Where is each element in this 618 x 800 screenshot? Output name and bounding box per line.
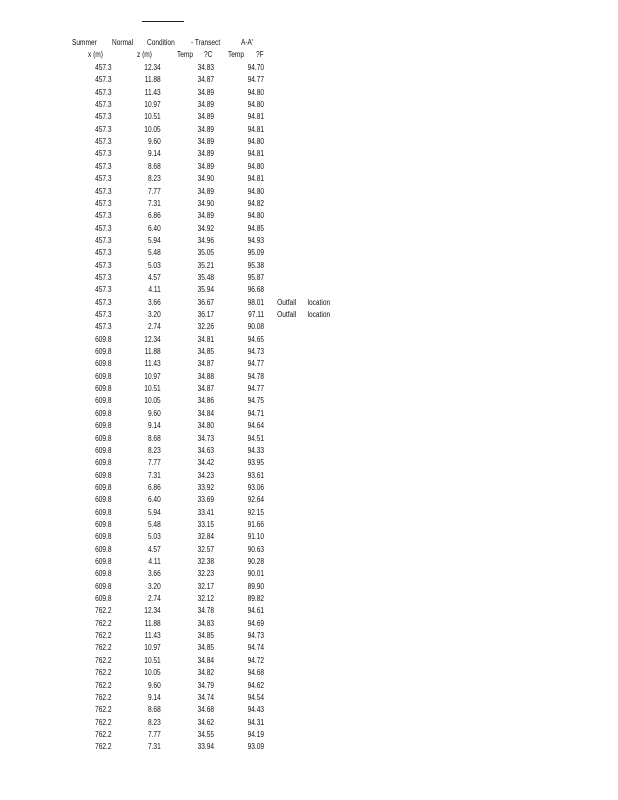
- cell-temp-c: 34.96: [197, 235, 215, 245]
- cell-temp-f: 93.95: [247, 458, 265, 468]
- cell-temp-f: 94.31: [247, 717, 265, 727]
- cell-x: 609.8: [95, 470, 112, 480]
- cell-temp-f: 90.28: [247, 557, 265, 566]
- table-row: [0, 642, 507, 654]
- table-row: [0, 605, 507, 617]
- table-row: [0, 581, 507, 593]
- cell-x: 457.3: [95, 260, 112, 270]
- cell-z: 7.31: [147, 470, 161, 480]
- cell-temp-c: 34.89: [197, 161, 215, 171]
- cell-temp-f: 91.66: [247, 519, 265, 529]
- cell-z: 9.60: [147, 137, 161, 147]
- cell-z: 2.74: [147, 594, 161, 604]
- cell-temp-c: 34.79: [197, 680, 215, 690]
- cell-temp-f: 90.63: [247, 544, 265, 554]
- cell-z: 10.05: [144, 396, 161, 406]
- cell-x: 762.2: [95, 742, 112, 752]
- cell-temp-c: 33.92: [197, 482, 215, 492]
- cell-x: 609.8: [95, 384, 112, 394]
- cell-x: 762.2: [95, 643, 112, 653]
- cell-temp-f: 90.08: [247, 322, 265, 332]
- cell-x: 609.8: [95, 371, 112, 381]
- cell-temp-c: 32.12: [197, 594, 215, 604]
- top-rule: [142, 21, 184, 22]
- table-row: [0, 408, 507, 420]
- cell-temp-c: 34.68: [197, 705, 215, 715]
- cell-z: 10.05: [144, 668, 161, 678]
- cell-temp-c: 34.89: [197, 149, 215, 159]
- cell-x: 609.8: [95, 421, 112, 431]
- cell-x: 609.8: [95, 557, 112, 566]
- cell-x: 457.3: [95, 112, 112, 122]
- header-transect: - Transect: [191, 38, 221, 47]
- table-row: [0, 210, 507, 222]
- table-row: [0, 173, 507, 185]
- cell-temp-c: 35.05: [197, 248, 215, 258]
- table-row: [0, 655, 507, 667]
- table-row: [0, 111, 507, 123]
- table-row: [0, 235, 507, 247]
- cell-x: 609.8: [95, 482, 112, 492]
- cell-note-2: location: [307, 310, 331, 319]
- table-row: [0, 124, 507, 136]
- cell-z: 4.57: [147, 272, 161, 282]
- cell-z: 12.34: [144, 606, 161, 616]
- cell-temp-c: 33.69: [197, 495, 215, 505]
- cell-temp-f: 90.01: [247, 569, 265, 579]
- cell-x: 457.3: [95, 285, 112, 295]
- cell-z: 9.14: [147, 149, 161, 159]
- cell-z: 10.97: [144, 643, 161, 653]
- cell-z: 3.20: [147, 310, 161, 319]
- cell-temp-f: 94.70: [247, 63, 265, 72]
- cell-temp-f: 93.06: [247, 482, 265, 492]
- cell-z: 9.60: [147, 408, 161, 418]
- cell-temp-f: 94.77: [247, 384, 265, 394]
- cell-x: 762.2: [95, 668, 112, 678]
- cell-temp-f: 94.80: [247, 87, 265, 97]
- cell-x: 609.8: [95, 544, 112, 554]
- cell-x: 609.8: [95, 532, 112, 542]
- header-z-m: z (m): [137, 50, 152, 59]
- cell-z: 11.43: [144, 631, 161, 641]
- cell-temp-c: 34.90: [197, 174, 215, 184]
- cell-temp-c: 34.81: [197, 334, 215, 344]
- cell-temp-f: 94.64: [247, 421, 265, 431]
- cell-temp-c: 34.85: [197, 347, 215, 357]
- cell-note: Outfall: [277, 310, 297, 319]
- cell-z: 11.43: [144, 359, 161, 369]
- cell-temp-f: 93.09: [247, 742, 265, 752]
- header-x-m: x (m): [88, 50, 103, 59]
- cell-x: 762.2: [95, 655, 112, 665]
- cell-temp-c: 34.85: [197, 643, 215, 653]
- cell-temp-f: 94.71: [247, 408, 265, 418]
- table-row: [0, 568, 507, 580]
- cell-temp-c: 35.48: [197, 272, 215, 282]
- header-transect-id: A-A': [241, 38, 254, 47]
- cell-temp-f: 94.81: [247, 149, 265, 159]
- cell-temp-f: 94.85: [247, 223, 265, 233]
- table-row: [0, 321, 507, 333]
- cell-temp-f: 94.77: [247, 75, 265, 85]
- cell-z: 6.86: [147, 482, 161, 492]
- cell-x: 457.3: [95, 124, 112, 134]
- cell-x: 457.3: [95, 322, 112, 332]
- cell-temp-c: 33.41: [197, 507, 215, 517]
- cell-z: 8.23: [147, 174, 161, 184]
- cell-z: 3.66: [147, 569, 161, 579]
- header-summer: Summer: [72, 38, 97, 47]
- table-row: [0, 420, 507, 432]
- cell-x: 609.8: [95, 569, 112, 579]
- cell-x: 457.3: [95, 297, 112, 307]
- cell-z: 10.97: [144, 100, 161, 110]
- cell-temp-f: 94.75: [247, 396, 265, 406]
- cell-z: 10.05: [144, 124, 161, 134]
- cell-z: 4.57: [147, 544, 161, 554]
- cell-note: Outfall: [277, 297, 297, 307]
- cell-temp-c: 32.57: [197, 544, 215, 554]
- table-row: [0, 519, 507, 531]
- cell-x: 609.8: [95, 581, 112, 591]
- cell-temp-f: 94.33: [247, 445, 265, 455]
- cell-z: 11.88: [144, 618, 161, 628]
- cell-z: 7.31: [147, 198, 161, 208]
- cell-temp-f: 94.80: [247, 137, 265, 147]
- table-row: [0, 383, 507, 395]
- cell-temp-f: 94.43: [247, 705, 265, 715]
- cell-temp-f: 92.15: [247, 507, 265, 517]
- cell-temp-c: 34.89: [197, 211, 215, 221]
- cell-temp-f: 97.11: [248, 310, 265, 319]
- cell-temp-f: 94.51: [247, 433, 265, 443]
- cell-x: 762.2: [95, 680, 112, 690]
- cell-z: 7.77: [147, 458, 161, 468]
- cell-temp-f: 94.93: [247, 235, 265, 245]
- table-row: [0, 62, 507, 74]
- cell-z: 7.31: [147, 742, 161, 752]
- cell-z: 4.11: [148, 557, 161, 566]
- cell-x: 609.8: [95, 519, 112, 529]
- table-row: [0, 741, 507, 753]
- cell-temp-c: 34.23: [197, 470, 215, 480]
- cell-temp-c: 32.26: [197, 322, 215, 332]
- cell-temp-f: 95.09: [247, 248, 265, 258]
- cell-z: 3.20: [147, 581, 161, 591]
- table-row: [0, 630, 507, 642]
- cell-temp-c: 34.55: [197, 729, 215, 739]
- table-row: [0, 729, 507, 741]
- cell-temp-f: 94.62: [247, 680, 265, 690]
- cell-temp-c: 34.85: [197, 631, 215, 641]
- cell-temp-f: 93.61: [247, 470, 265, 480]
- cell-temp-f: 95.87: [247, 272, 265, 282]
- cell-x: 457.3: [95, 310, 112, 319]
- cell-temp-c: 34.42: [197, 458, 215, 468]
- cell-temp-c: 34.78: [197, 606, 215, 616]
- cell-temp-c: 34.87: [197, 384, 215, 394]
- cell-temp-c: 34.89: [197, 87, 215, 97]
- cell-x: 609.8: [95, 347, 112, 357]
- cell-x: 762.2: [95, 618, 112, 628]
- cell-x: 609.8: [95, 359, 112, 369]
- cell-temp-f: 94.19: [247, 729, 265, 739]
- cell-temp-c: 32.23: [197, 569, 215, 579]
- cell-z: 9.14: [147, 692, 161, 702]
- table-row: [0, 186, 507, 198]
- cell-x: 609.8: [95, 495, 112, 505]
- table-row: [0, 680, 507, 692]
- header-unit-f: ?F: [256, 50, 264, 59]
- table-row: [0, 544, 507, 556]
- cell-temp-c: 34.92: [197, 223, 215, 233]
- table-row: [0, 198, 507, 210]
- cell-x: 762.2: [95, 717, 112, 727]
- cell-temp-c: 34.87: [197, 359, 215, 369]
- table-row: [0, 556, 507, 568]
- cell-temp-c: 34.83: [197, 63, 215, 72]
- cell-temp-c: 34.80: [197, 421, 215, 431]
- cell-x: 609.8: [95, 458, 112, 468]
- cell-z: 9.14: [147, 421, 161, 431]
- cell-temp-f: 94.69: [247, 618, 265, 628]
- table-row: [0, 531, 507, 543]
- cell-temp-f: 92.64: [247, 495, 265, 505]
- cell-temp-f: 94.82: [247, 198, 265, 208]
- cell-note-2: location: [307, 297, 331, 307]
- cell-x: 762.2: [95, 692, 112, 702]
- cell-temp-c: 36.17: [197, 310, 215, 319]
- cell-temp-c: 34.63: [197, 445, 215, 455]
- header-temp-f: Temp: [228, 50, 245, 59]
- cell-z: 8.23: [147, 717, 161, 727]
- cell-temp-c: 34.89: [197, 186, 215, 196]
- cell-x: 457.3: [95, 248, 112, 258]
- cell-z: 6.40: [147, 495, 161, 505]
- cell-x: 457.3: [95, 223, 112, 233]
- cell-temp-c: 34.82: [197, 668, 215, 678]
- cell-temp-c: 34.88: [197, 371, 215, 381]
- cell-temp-f: 94.80: [247, 186, 265, 196]
- cell-temp-c: 35.94: [197, 285, 215, 295]
- table-row: [0, 99, 507, 111]
- cell-temp-f: 94.68: [247, 668, 265, 678]
- cell-x: 457.3: [95, 75, 112, 85]
- cell-temp-c: 34.84: [197, 408, 215, 418]
- cell-temp-f: 94.74: [247, 643, 265, 653]
- table-row: [0, 223, 507, 235]
- cell-temp-c: 36.67: [197, 297, 215, 307]
- cell-temp-c: 35.21: [197, 260, 215, 270]
- cell-temp-c: 34.89: [197, 124, 215, 134]
- cell-x: 609.8: [95, 433, 112, 443]
- cell-z: 8.68: [147, 433, 161, 443]
- cell-x: 609.8: [95, 507, 112, 517]
- cell-x: 609.8: [95, 445, 112, 455]
- cell-temp-f: 94.81: [247, 112, 265, 122]
- table-row: [0, 148, 507, 160]
- cell-z: 3.66: [147, 297, 161, 307]
- cell-x: 609.8: [95, 396, 112, 406]
- cell-x: 457.3: [95, 235, 112, 245]
- cell-temp-f: 89.82: [247, 594, 265, 604]
- cell-temp-f: 94.81: [247, 174, 265, 184]
- table-row: [0, 667, 507, 679]
- cell-z: 5.03: [147, 532, 161, 542]
- header-normal: Normal: [112, 38, 134, 47]
- table-row: [0, 593, 507, 605]
- cell-z: 5.94: [147, 507, 161, 517]
- table-row: [0, 494, 507, 506]
- cell-z: 10.51: [144, 112, 161, 122]
- cell-temp-c: 34.83: [197, 618, 215, 628]
- cell-temp-f: 98.01: [247, 297, 265, 307]
- cell-z: 10.97: [144, 371, 161, 381]
- cell-temp-f: 94.73: [247, 631, 265, 641]
- cell-z: 5.94: [147, 235, 161, 245]
- cell-temp-c: 32.84: [197, 532, 215, 542]
- cell-temp-f: 94.65: [247, 334, 265, 344]
- table-row: [0, 87, 507, 99]
- cell-x: 457.3: [95, 211, 112, 221]
- cell-z: 11.88: [144, 75, 161, 85]
- cell-temp-c: 34.89: [197, 137, 215, 147]
- table-row: [0, 346, 507, 358]
- table-row: [0, 507, 507, 519]
- table-row: [0, 334, 507, 346]
- table-row: [0, 136, 507, 148]
- cell-temp-c: 34.89: [197, 112, 215, 122]
- table-row: [0, 445, 507, 457]
- table-row: [0, 704, 507, 716]
- cell-x: 457.3: [95, 161, 112, 171]
- table-row: [0, 371, 507, 383]
- cell-temp-c: 34.87: [197, 75, 215, 85]
- cell-x: 762.2: [95, 729, 112, 739]
- cell-temp-c: 34.62: [197, 717, 215, 727]
- cell-x: 609.8: [95, 594, 112, 604]
- table-row: [0, 433, 507, 445]
- cell-temp-f: 94.72: [247, 655, 265, 665]
- cell-temp-f: 95.38: [247, 260, 265, 270]
- cell-temp-f: 94.73: [247, 347, 265, 357]
- cell-z: 8.68: [147, 161, 161, 171]
- header-condition: Condition: [147, 38, 175, 47]
- table-row: [0, 247, 507, 259]
- table-row: [0, 692, 507, 704]
- cell-temp-c: 34.86: [197, 396, 215, 406]
- cell-temp-c: 33.15: [197, 519, 215, 529]
- cell-x: 457.3: [95, 186, 112, 196]
- table-row: [0, 297, 507, 309]
- cell-x: 457.3: [95, 174, 112, 184]
- cell-z: 7.77: [147, 186, 161, 196]
- table-row: [0, 470, 507, 482]
- cell-x: 457.3: [95, 272, 112, 282]
- table-row: [0, 309, 507, 321]
- cell-temp-c: 34.84: [197, 655, 215, 665]
- cell-temp-f: 94.80: [247, 161, 265, 171]
- cell-x: 457.3: [95, 87, 112, 97]
- header-temp-c: Temp: [177, 50, 194, 59]
- cell-temp-f: 94.54: [247, 692, 265, 702]
- header-unit-c: ?C: [204, 50, 213, 59]
- cell-x: 457.3: [95, 137, 112, 147]
- table-row: [0, 395, 507, 407]
- cell-temp-c: 32.38: [197, 557, 215, 566]
- cell-temp-f: 94.78: [247, 371, 265, 381]
- cell-z: 6.40: [147, 223, 161, 233]
- table-row: [0, 161, 507, 173]
- cell-temp-f: 94.61: [247, 606, 265, 616]
- cell-z: 12.34: [144, 63, 161, 72]
- cell-temp-f: 94.80: [247, 100, 265, 110]
- table-row: [0, 717, 507, 729]
- cell-z: 11.88: [144, 347, 161, 357]
- cell-z: 5.48: [147, 248, 161, 258]
- cell-z: 8.23: [147, 445, 161, 455]
- cell-z: 12.34: [144, 334, 161, 344]
- cell-temp-c: 34.74: [197, 692, 215, 702]
- cell-x: 762.2: [95, 606, 112, 616]
- cell-x: 609.8: [95, 408, 112, 418]
- table-row: [0, 272, 507, 284]
- table-row: [0, 482, 507, 494]
- table-row: [0, 260, 507, 272]
- cell-x: 457.3: [95, 198, 112, 208]
- cell-z: 10.51: [144, 655, 161, 665]
- cell-z: 10.51: [144, 384, 161, 394]
- table-row: [0, 457, 507, 469]
- cell-z: 5.48: [147, 519, 161, 529]
- table-row: [0, 618, 507, 630]
- cell-temp-f: 91.10: [247, 532, 265, 542]
- cell-x: 762.2: [95, 631, 112, 641]
- cell-z: 6.86: [147, 211, 161, 221]
- cell-z: 7.77: [147, 729, 161, 739]
- cell-z: 2.74: [147, 322, 161, 332]
- cell-x: 762.2: [95, 705, 112, 715]
- cell-temp-f: 94.80: [247, 211, 265, 221]
- table-row: [0, 74, 507, 86]
- cell-z: 4.11: [148, 285, 161, 295]
- cell-temp-f: 94.77: [247, 359, 265, 369]
- cell-temp-c: 33.94: [197, 742, 215, 752]
- cell-x: 457.3: [95, 100, 112, 110]
- cell-temp-c: 34.73: [197, 433, 215, 443]
- cell-z: 11.43: [144, 87, 161, 97]
- cell-temp-c: 34.89: [197, 100, 215, 110]
- cell-x: 609.8: [95, 334, 112, 344]
- cell-x: 457.3: [95, 149, 112, 159]
- cell-temp-c: 34.90: [197, 198, 215, 208]
- cell-x: 457.3: [95, 63, 112, 72]
- cell-temp-c: 32.17: [197, 581, 215, 591]
- cell-temp-f: 94.81: [247, 124, 265, 134]
- cell-temp-f: 96.68: [247, 285, 265, 295]
- cell-z: 5.03: [147, 260, 161, 270]
- table-row: [0, 284, 507, 296]
- cell-z: 8.68: [147, 705, 161, 715]
- cell-temp-f: 89.90: [247, 581, 265, 591]
- cell-z: 9.60: [147, 680, 161, 690]
- table-row: [0, 358, 507, 370]
